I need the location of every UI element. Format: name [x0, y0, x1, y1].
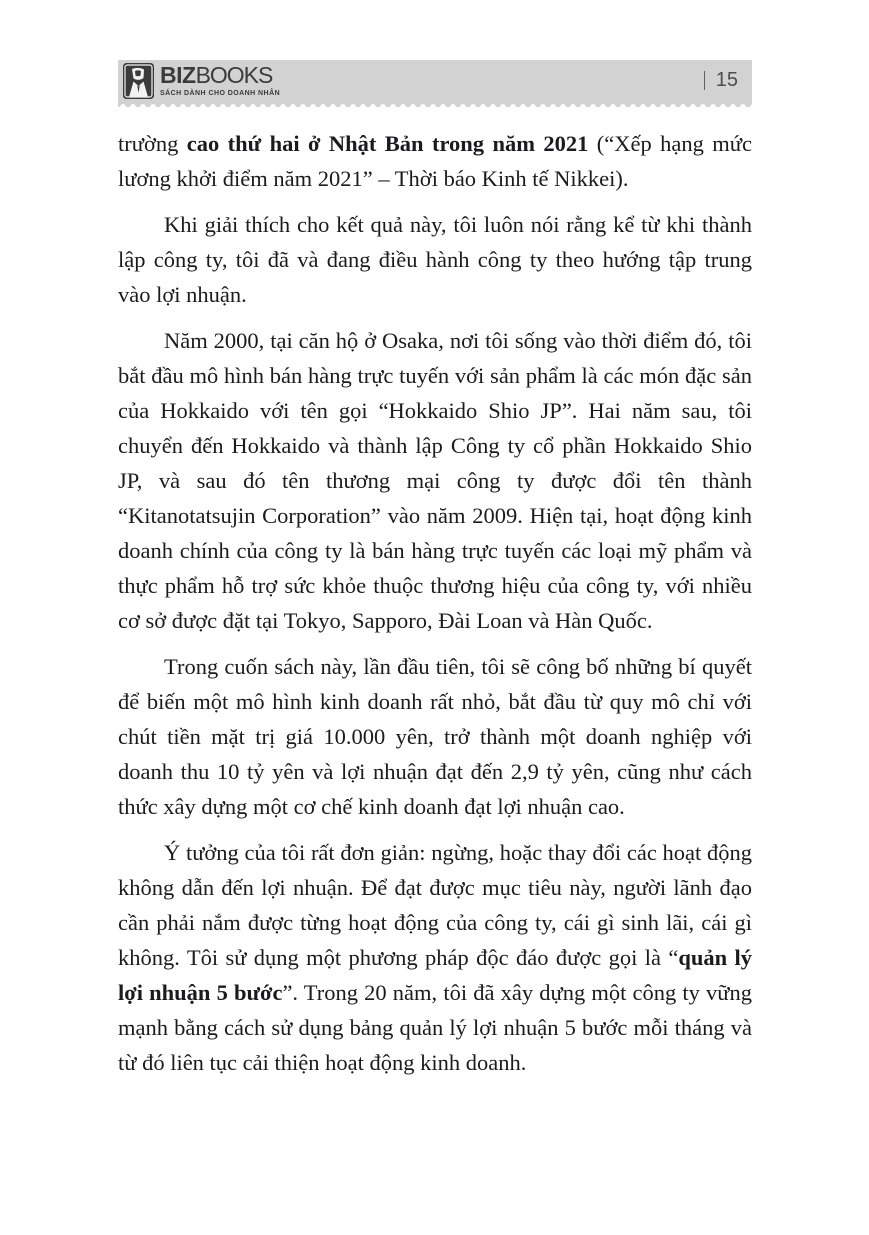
page-number — [702, 69, 744, 92]
logo-title-books: BOOKS — [195, 62, 273, 88]
businessman-portrait-icon — [123, 63, 154, 99]
paragraph — [118, 323, 752, 638]
page-number-value: 15 — [715, 69, 738, 91]
text-run-bold: quản lý lợi nhuận 5 bước — [118, 945, 752, 1005]
text-run: Năm 2000, tại căn hộ ở Osaka, nơi tôi sống vào thời điểm đó, tôi bắt đầu mô hình bán hàng trực tuyến với sản phẩm là các món đặc sản của Hokkaido với tên gọi “Hokkaido Shio JP”. Hai năm sau, tôi chuyển đến Hokkaido và thành lập Công ty cổ phần Hokkaido Shio JP, và sau đó tên thương mại công ty được đổi tên thành “Kitanotatsujin Corporation” vào năm 2009. Hiện tại, hoạt động kinh doanh chính của công ty là bán hàng trực tuyến các loại mỹ phẩm và thực phẩm hỗ trợ sức khỏe thuộc thương hiệu của công ty, với nhiều cơ sở được đặt tại Tokyo, Sapporo, Đài Loan và Hàn Quốc. — [118, 328, 752, 633]
paragraph — [118, 207, 752, 312]
text-run: Trong cuốn sách này, lần đầu tiên, tôi sẽ công bố những bí quyết để biến một mô hình kinh doanh rất nhỏ, bắt đầu từ quy mô chỉ với chút tiền mặt trị giá 10.000 yên, trở thành một doanh nghiệp với doanh thu 10 tỷ yên và lợi nhuận đạt đến 2,9 tỷ yên, cũng như cách thức xây dựng một cơ chế kinh doanh đạt lợi nhuận cao. — [118, 654, 752, 819]
body-text — [118, 126, 752, 1091]
text-run-bold: cao thứ hai ở Nhật Bản trong năm 2021 — [186, 131, 589, 156]
text-run: (“Xếp hạng mức lương khởi điểm năm 2021” – Thời báo Kinh tế Nikkei). — [118, 131, 752, 191]
logo-tagline: SÁCH DÀNH CHO DOANH NHÂN — [160, 90, 281, 97]
logo-title — [160, 64, 280, 87]
text-run: Khi giải thích cho kết quả này, tôi luôn nói rằng kể từ khi thành lập công ty, tôi đã và đang điều hành công ty theo hướng tập trung vào lợi nhuận. — [118, 212, 752, 307]
page-number-separator: | — [702, 69, 706, 91]
header-bar — [118, 60, 752, 101]
paragraph — [118, 126, 752, 196]
perforated-edge — [118, 101, 752, 107]
paragraph — [118, 649, 752, 824]
text-run: Ý tưởng của tôi rất đơn giản: ngừng, hoặc thay đổi các hoạt động không dẫn đến lợi nhuận. Để đạt được mục tiêu này, người lãnh đạo cần phải nắm được từng hoạt động của công ty, cái gì sinh lãi, cái gì không. Tôi sử dụng một phương pháp độc đáo được gọi là “ — [118, 840, 752, 970]
page-header — [118, 60, 752, 107]
bizbooks-logo — [123, 63, 280, 99]
text-run: ”. Trong 20 năm, tôi đã xây dựng một công ty vững mạnh bằng cách sử dụng bảng quản lý lợi nhuận 5 bước mỗi tháng và từ đó liên tục cải thiện hoạt động kinh doanh. — [118, 980, 752, 1075]
paragraph — [118, 835, 752, 1080]
logo-text-block — [160, 64, 280, 97]
logo-title-biz: BIZ — [160, 62, 196, 88]
text-run: trường — [118, 131, 187, 156]
